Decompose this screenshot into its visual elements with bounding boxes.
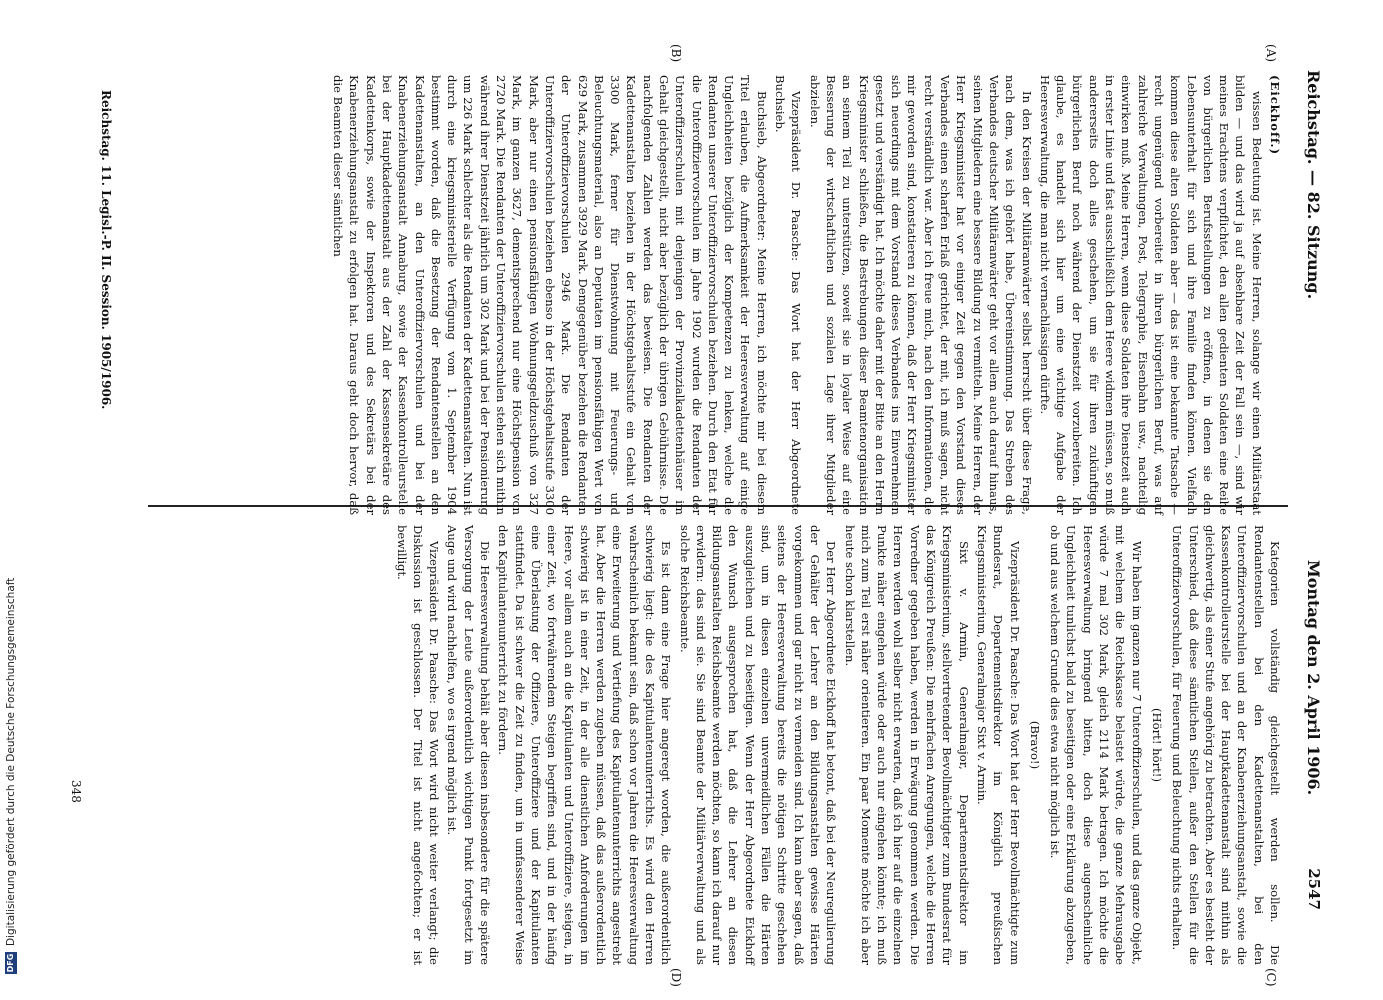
margin-marker-b: (B) (669, 44, 683, 63)
paragraph: Buchsieb, Abgeordneter: Meine Herren, ich möchte mir bei diesem Titel erlauben, die Aufmerksamkeit der Heeresverwaltung auf einige Ungleichheiten bezüglich der Kompetenzen zu lenken, welche die Rendanten unserer Unteroffiziervorschulen beziehen. Durch den Etat für die Unteroffiziervorschulen im Jahre 1902 wurden die Rendanten der Unteroffizierschulen mit denjenigen der Provinzialkadettenhäuser im Gehalt gleichgestellt, nicht aber bezüglich der übrigen Gebührnisse. Die nachfolgenden Zahlen werden das beweisen. Die Rendanten der Kadettenanstalten beziehen in der Höchstgehaltsstufe ein Gehalt von 3300 Mark, ferner für Dienstwohnung mit Feuerungs- und Beleuchtungsmaterial, also an Deputaten im pensionsfähigen Wert von 629 Mark, zusammen 3929 Mark. Demgegenüber beziehen die Rendanten der Unteroffiziervorschulen 2946 Mark. Die Rendanten der Unteroffiziervorschulen beziehen ebenso in der Höchstgehaltsstufe 3300 Mark, aber nur einen pensionsfähigen Wohnungsgeldzuschuß von 327 Mark, im ganzen 3627, dementsprechend nur eine Höchstpension von 2720 Mark. Die Rendanten der Unteroffiziervorschulen stehen sich mithin während ihrer Dienstzeit jährlich um 302 Mark und bei der Pensionierung um 226 Mark schlechter als die Rendanten der Kadettenanstalten. Nun ist durch eine kriegsministerielle Verfügung vom 1. September 1904 bestimmt worden, daß die Besetzung der Rendantenstellen an den Kadettenanstalten, an den Unteroffiziervorschulen und bei der Knabenerziehungsanstalt Annaburg, sowie der Kassenkontrolleurstelle bei der Hauptkadettenanstalt aus der Zahl der Kassensekretäre des Kadettenkorps, sowie der Inspektoren und des Sekretärs bei der Knabenerziehungsanstalt zu erfolgen hat. Daraus geht doch hervor, daß die Beamten dieser sämtlichen (331, 75, 769, 515)
paragraph: Vizepräsident Dr. Paasche: Das Wort hat der Herr Bevollmächtigte zum Bundesrat, Departementsdirektor im Königlich preußischen Kriegsministerium, Generalmajor Sixt v. Armin. (974, 525, 1022, 965)
margin-marker-c: (C) (1264, 968, 1278, 987)
paragraph: Kategorien vollständig gleichgestellt werden sollen. Die Rendantenstellen bei den Kadettenanstalten, bei den Unteroffiziervorschulen und an der Knabenerziehungsanstalt, sowie die Kassenkontrolleurstelle bei der Hauptkadettenanstalt sind mithin als gleichwertig, als einer Stufe angehörig zu betrachten. Aber es besteht der Unterschied, daß diese sämtlichen Stellen, außer den Stellen für die Unteroffiziervorschulen, für Feuerung und Beleuchtung nichts erhalten. (1170, 525, 1282, 965)
footer-number: 348 (69, 780, 83, 803)
paragraph: Sixt v. Armin, Generalmajor, Departementsdirektor im Kriegsministerium, stellvertretender Bevollmächtigter zum Bundesrat für das Königreich Preußen: Die mehrfachen Anregungen, welche die Herren Vorredner gegeben haben, werden in Erwägung genommen werden. Die Herren werden wohl selber nicht erwarten, daß ich hier auf die einzelnen Punkte näher eingehen würde oder auch nur eingehen könnte; ich muß mich zum Teil erst näher orientieren. Ein paar Momente möchte ich aber heute schon klarstellen. (842, 525, 971, 965)
paragraph: Die Heeresverwaltung behält aber diesen insbesondere für die spätere Versorgung der Leute außerordentlich wichtigen Punkt fortgesetzt im Auge und wird nachhelfen, wo es irgend möglich ist. (445, 525, 493, 965)
margin-marker-a: (A) (1264, 44, 1278, 63)
left-column (328, 75, 1283, 515)
right-column (391, 525, 1283, 965)
dfg-logo-icon: DFG (6, 953, 15, 973)
page-number: 2547 (1305, 868, 1323, 910)
header-left: Reichstag. — 82. Sitzung. (1304, 70, 1323, 300)
paragraph: Es ist dann eine Frage hier angeregt worden, die außerordentlich schwierig liegt: die des Kapitulantenunterrichts. Es wird den Herren wahrscheinlich bekannt sein, daß schon vor Jahren die Heeresverwaltung eine Erweiterung und Vertiefung des Kapitulantenunterrichts angestrebt hat. Aber die Herren werden zugeben müssen, daß das außerordentlich schwierig ist in einer Zeit, in der alle dienstlichen Anforderungen im Heere, vor allem auch an die Kapitulanten und Unteroffiziere, steigen, in einer Zeit, wo fortwährendem Steigen begriffen sind, und in der häufig eine Überlastung der Offiziere, Unteroffiziere und der Kapitulanten stattfindet. Da ist schwer die Zeit zu finden, um in umfassenderer Weise den Kapitulantenunterricht zu fördern. (496, 525, 674, 965)
margin-marker-d: (D) (669, 968, 683, 987)
credit-text: Digitalisierung gefördert durch die Deutsche Forschungsgemeinschaft (5, 577, 17, 946)
digitization-credit (0, 0, 22, 1000)
paragraph: Vizepräsident Dr. Paasche: Das Wort hat der Herr Abgeordnete Buchsieb. (773, 75, 804, 515)
paragraph: Vizepräsident Dr. Paasche: Das Wort wird nicht weiter verlangt; die Diskussion ist geschlossen. Der Titel ist nicht angefochten; er ist bewilligt. (394, 525, 442, 965)
paragraph: Der Herr Abgeordnete Eickhoff hat betont, daß bei der Neuregulierung der Gehälter der Lehrer an den Bildungsanstalten gewisse Härten vorgekommen und gar nicht zu vermeiden sind. Ich kann aber sagen, daß seitens der Heeresverwaltung bereits die nötigen Schritte geschehen sind, um in diesen einzelnen unvermeidlichen Fällen die Härten auszugleichen und zu beseitigen. Wenn der Herr Abgeordnete Eickhoff den Wunsch ausgesprochen hat, daß die Lehrer an diesen Bildungsanstalten Reichsbeamte werden möchten, so kann ich darauf nur erwidern: das sind sie. Sie sind Beamte der Militärverwaltung und als solche Reichsbeamte. (677, 525, 839, 965)
page-header (1287, 40, 1323, 910)
interjection: (Hört! hört!) (1149, 708, 1164, 782)
header-right: Montag den 2. April 1906. (1304, 560, 1323, 796)
paragraph: Wir haben im ganzen nur 7 Unteroffizierschulen, und das ganze Objekt, mit welchem die Reichskasse belastet würde, die ganze Mehrausgabe würde 7 mal 302 Mark, gleich 2114 Mark betragen. Ich möchte die Heeresverwaltung bringend bitten, doch diese augenscheinliche Ungleichheit tunlichst bald zu beseitigen oder eine Erklärung abzugeben, ob und aus welchem Grunde dies etwa nicht möglich ist. (1048, 525, 1144, 965)
page-footer: Reichstag. 11. Legisl.-P. II. Session. 1905/1906. (99, 90, 113, 410)
paragraph: wissen Bedeutung ist. Meine Herren, solange wir einen Militärstaat bilden — und das wird ja auf absehbare Zeit der Fall sein —, sind wir meines Erachtens verpflichtet, den allen gedienten Soldaten eine Reihe von bürgerlichen Berufsstellungen zu eröffnen, in denen sie den Lebensunterhalt für sich und ihre Familie finden können. Vielfach kommen diese alten Soldaten aber — das ist eine bekannte Tatsache — recht ungenügend vorbereitet in ihren bürgerlichen Beruf, was auf zahlreiche Verwaltungen, Post, Telegraphie, Eisenbahn usw., nachteilig einwirken muß. Meine Herren, wenn diese Soldaten ihre Dienstzeit auch in erster Linie und fast ausschließlich dem Heere widmen müssen, so muß andererseits doch alles geschehen, um sie für ihren zukünftigen bürgerlichen Beruf noch während der Dienstzeit vorzubereiten. Ich glaube, es handelt sich hier um eine wichtige Aufgabe der Heeresverwaltung, die man nicht vernachlässigen dürfte. (1037, 75, 1264, 515)
speaker-label: (Eickhoff.) (1268, 75, 1282, 156)
paragraph: In den Kreisen der Militäranwärter selbst herrscht über diese Frage, nach dem, was ich gehört habe, Übereinstimmung. Das Streben des Verbandes deutscher Militäranwärter geht vor allem auch darauf hinaus, seinen Mitgliedern eine bessere Bildung zu vermitteln. Meine Herren, der Herr Kriegsminister hat vor einiger Zeit gegen den Vorstand dieses Verbandes einen scharfen Erlaß gerichtet, der mit, ich muß sagen, nicht recht verständlich war. Aber ich freue mich, nach den Informationen, die mir geworden sind, konstatieren zu können, daß der Herr Kriegsminister sich neuerdings mit dem Vorstand dieses Verbandes ins Einvernehmen gesetzt und verständigt hat. Ich möchte daher mit der Bitte an den Herrn Kriegsminister schließen, die Bestrebungen dieser Beamtenorganisation an seinem Teil zu unterstützen, soweit sie in loyaler Weise auf eine Besserung der wirtschaftlichen und sozialen Lage ihrer Mitglieder abzielen. (807, 75, 1034, 515)
interjection: (Bravo!) (1027, 720, 1042, 770)
